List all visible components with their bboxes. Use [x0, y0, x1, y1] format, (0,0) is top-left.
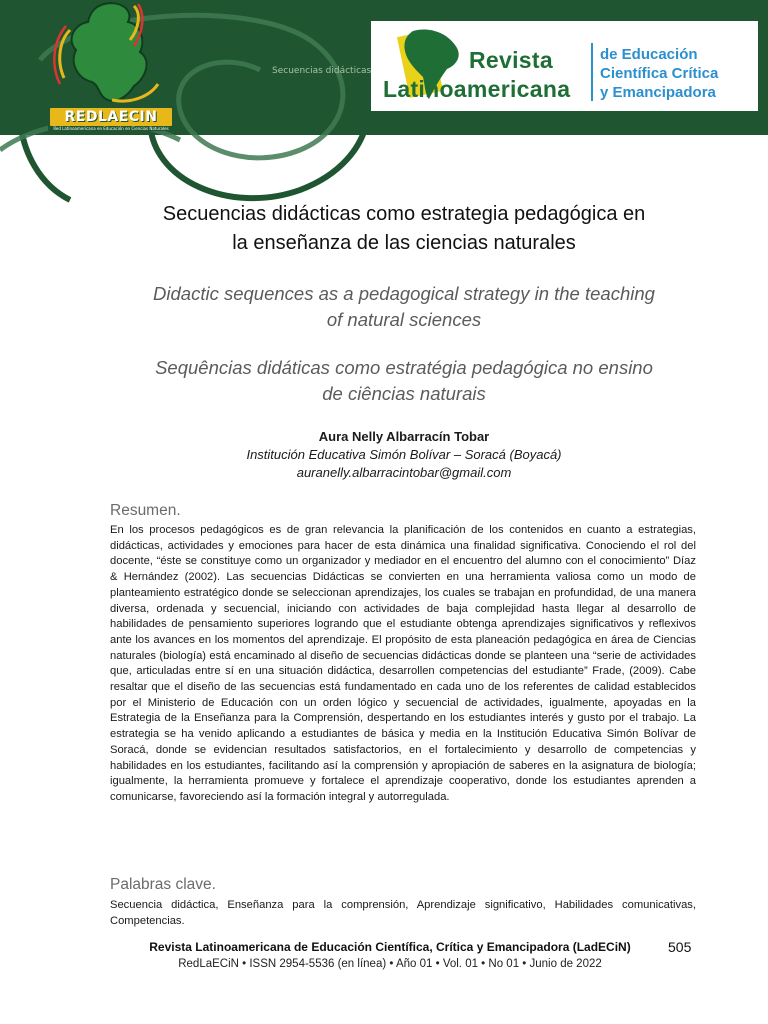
- title-english: [100, 281, 708, 333]
- title-english-line-2: of natural sciences: [326, 309, 482, 330]
- title-portuguese-line-1: Sequências didáticas como estratégia pedagógica no ensino: [155, 357, 653, 378]
- title-portuguese-line-2: de ciências naturais: [322, 383, 486, 404]
- footer-journal-name: Revista Latinoamericana de Educación Científica, Crítica y Emancipadora (LadECiN): [149, 940, 631, 954]
- journal-header: [0, 0, 768, 135]
- brand-divider: [591, 43, 593, 101]
- keywords-text: Secuencia didáctica, Enseñanza para la comprensión, Aprendizaje significativo, Habilidades comunicativas, Competencias.: [110, 899, 696, 927]
- brand-line-1: de Educación: [600, 46, 698, 63]
- brand-latinoamericana: Latinoamericana: [383, 76, 571, 102]
- running-title: Secuencias didácticas: [272, 66, 372, 76]
- abstract-text: En los procesos pedagógicos es de gran relevancia la planificación de los contenidos en cuanto a estrategias, didácticas, actividades y emociones para hacer de esta dinámica una finalidad significativa. Conociendo el rol del docente, “éste se constituye como un organizador y mediador en el encuentro del alumno con el conocimiento” Díaz & Hernández (2002). Las secuencias Didácticas se convierten en una herramienta valiosa como un modo de planteamiento estratégico donde se seleccionan aprendizajes, los cuales se trabajan en profundidad, de una manera diversa, ordenada y secuencial, iniciando con actividades de baja complejidad hasta llegar al desarrollo de habilidades de pensamiento superiores logrando que el estudiante obtenga aprendizajes significativos y reflexivos ante los avances en los momentos del aprendizaje. El propósito de esta planeación pedagógica en área de Ciencias naturales (biología) está encaminado al diseño de secuencias didácticas donde se planteen una “serie de actividades que, articuladas entre sí en una situación didáctica, desarrollen competencias del estudiante” Frade, (2009). Cabe resaltar que el diseño de las secuencias está fundamentado en cada uno de los referentes de calidad establecidos por el Ministerio de Educación con un orden lógico y secuencial de actividades, igualmente, apoyadas en la Estrategia de la Enseñanza para la Comprensión, despertando en los estudiantes interés y gusto por el trabajo. La estrategia se ha venido aplicando a estudiantes de básica y media en la Institución Educativa Simón Bolívar de Soracá, donde se evidencian resultados satisfactorios, en el fortalecimiento y desarrollo de competencias y habilidades en los estudiantes, facilitando así la comprensión y apropiación de saberes en la asignatura de biología; igualmente, la herramienta promueve y fortalece el aprendizaje cooperativo, donde los estudiantes aprenden a comunicarse, favoreciendo así la formación integral y autorregulada.: [110, 524, 696, 803]
- title-portuguese: [100, 355, 708, 407]
- abstract-heading: Resumen.: [110, 502, 181, 519]
- page-number: 505: [668, 939, 692, 955]
- redlaecin-logo: [42, 0, 176, 135]
- keywords-heading: Palabras clave.: [110, 876, 216, 893]
- journal-brand: [371, 21, 758, 111]
- author-email[interactable]: auranelly.albarracintobar@gmail.com: [296, 465, 512, 480]
- title-english-line-1: Didactic sequences as a pedagogical strategy in the teaching: [153, 283, 655, 304]
- author-institution: Institución Educativa Simón Bolívar – Soracá (Boyacá): [246, 447, 562, 462]
- brand-subtitle: [600, 45, 756, 102]
- brand-line-3: y Emancipadora: [600, 84, 716, 101]
- brand-revista: Revista: [469, 47, 553, 73]
- brand-line-2: Científica Crítica: [600, 65, 719, 82]
- logo-title: REDLAECIN: [48, 106, 174, 128]
- title-spanish: [100, 200, 708, 258]
- author-name: Aura Nelly Albarracín Tobar: [318, 429, 490, 444]
- title-spanish-line-1: Secuencias didácticas como estrategia pedagógica en: [162, 203, 646, 225]
- footer-issn: RedLaECiN • ISSN 2954-5536 (en línea) • Año 01 • Vol. 01 • No 01 • Junio de 2022: [178, 958, 602, 970]
- title-spanish-line-2: la enseñanza de las ciencias naturales: [232, 232, 576, 254]
- map-logo-icon: [42, 0, 176, 110]
- author-block: [100, 428, 708, 482]
- logo-subtitle: Red Latinoamericana en Educación en Ciencias Naturales: [48, 126, 174, 131]
